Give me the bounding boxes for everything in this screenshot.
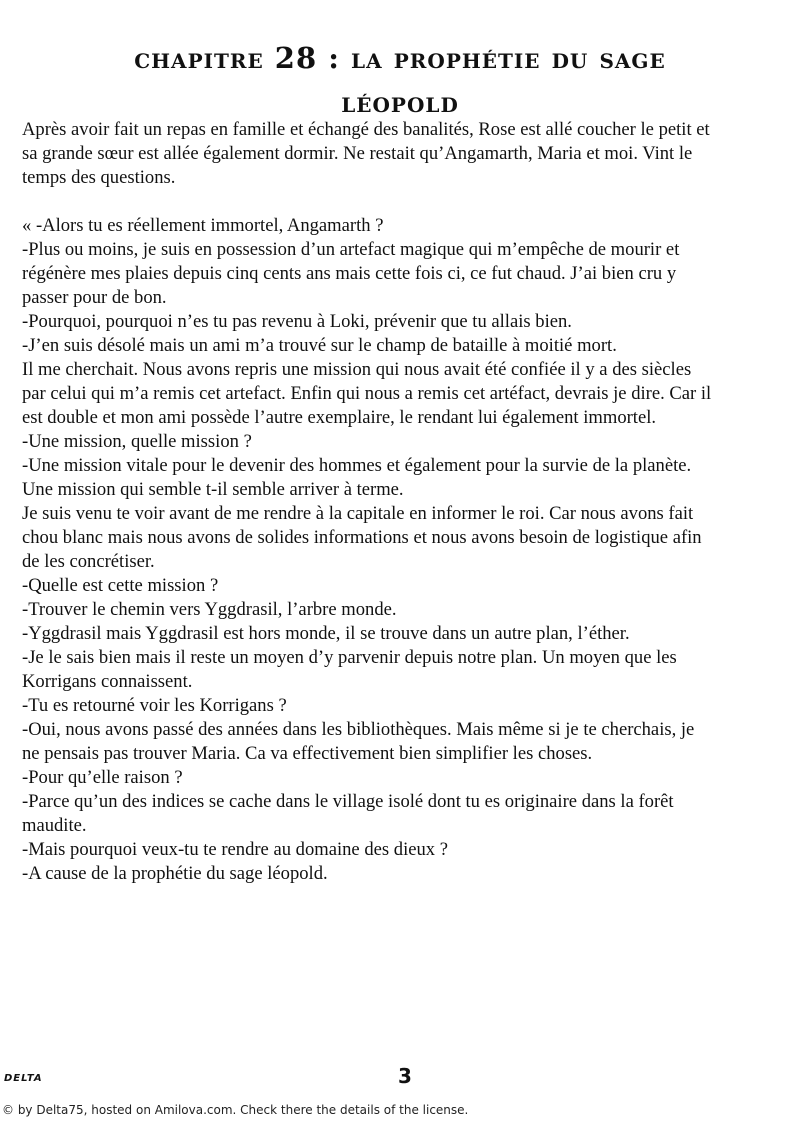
chapter-body-text xyxy=(22,118,782,886)
text-line: temps des questions. xyxy=(22,167,176,188)
text-line: -Mais pourquoi veux-tu te rendre au domaine des dieux ? xyxy=(22,839,448,860)
text-line: par celui qui m’a remis cet artefact. Enfin qui nous a remis cet artéfact, devrais je dire. Car il xyxy=(22,383,712,404)
text-line: -Pourquoi, pourquoi n’es tu pas revenu à Loki, prévenir que tu allais bien. xyxy=(22,311,572,332)
text-line: -Pour qu’elle raison ? xyxy=(22,767,183,788)
text-line: passer pour de bon. xyxy=(22,287,167,308)
text-line: maudite. xyxy=(22,815,87,836)
author-logo: DELTA xyxy=(4,1073,43,1084)
text-line: régénère mes plaies depuis cinq cents ans mais cette fois ci, ce fut chaud. J’ai bien cru y xyxy=(22,263,677,284)
text-line: -Tu es retourné voir les Korrigans ? xyxy=(22,695,287,716)
text-line: -Trouver le chemin vers Yggdrasil, l’arbre monde. xyxy=(22,599,397,620)
blank-line xyxy=(22,190,782,214)
text-line: -Je le sais bien mais il reste un moyen d’y parvenir depuis notre plan. Un moyen que les xyxy=(22,647,677,668)
text-line: Une mission qui semble t-il semble arriver à terme. xyxy=(22,479,404,500)
text-line: Korrigans connaissent. xyxy=(22,671,193,692)
chapter-title xyxy=(60,36,740,124)
text-line: -Oui, nous avons passé des années dans les bibliothèques. Mais même si je te cherchais, je xyxy=(22,719,695,740)
text-line: Il me cherchait. Nous avons repris une mission qui nous avait été confiée il y a des siècles xyxy=(22,359,692,380)
text-line: chou blanc mais nous avons de solides informations et nous avons besoin de logistique afin xyxy=(22,527,702,548)
text-line: -Plus ou moins, je suis en possession d’un artefact magique qui m’empêche de mourir et xyxy=(22,239,680,260)
page-number: 3 xyxy=(398,1064,412,1088)
text-line: -J’en suis désolé mais un ami m’a trouvé sur le champ de bataille à moitié mort. xyxy=(22,335,617,356)
text-line: -Une mission vitale pour le devenir des hommes et également pour la survie de la planète. xyxy=(22,455,692,476)
text-line: est double et mon ami possède l’autre exemplaire, le rendant lui également immortel. xyxy=(22,407,657,428)
text-line: de les concrétiser. xyxy=(22,551,155,572)
text-line: ne pensais pas trouver Maria. Ca va effectivement bien simplifier les choses. xyxy=(22,743,593,764)
text-line: « -Alors tu es réellement immortel, Angamarth ? xyxy=(22,215,384,236)
chapter-title-line-2: léopold xyxy=(341,85,459,119)
text-line: -Une mission, quelle mission ? xyxy=(22,431,252,452)
text-line: -Parce qu’un des indices se cache dans le village isolé dont tu es originaire dans la forêt xyxy=(22,791,674,812)
text-line: -Yggdrasil mais Yggdrasil est hors monde, il se trouve dans un autre plan, l’éther. xyxy=(22,623,630,644)
text-line: Je suis venu te voir avant de me rendre à la capitale en informer le roi. Car nous avons fait xyxy=(22,503,694,524)
license-notice: © by Delta75, hosted on Amilova.com. Check there the details of the license. xyxy=(2,1103,469,1117)
text-line: Après avoir fait un repas en famille et échangé des banalités, Rose est allé coucher le petit et xyxy=(22,119,710,140)
text-line: sa grande sœur est allée également dormir. Ne restait qu’Angamarth, Maria et moi. Vint le xyxy=(22,143,693,164)
text-line: -Quelle est cette mission ? xyxy=(22,575,219,596)
chapter-title-line-1: chapitre 28 : la prophétie du sage xyxy=(134,41,666,75)
text-line: -A cause de la prophétie du sage léopold. xyxy=(22,863,328,884)
